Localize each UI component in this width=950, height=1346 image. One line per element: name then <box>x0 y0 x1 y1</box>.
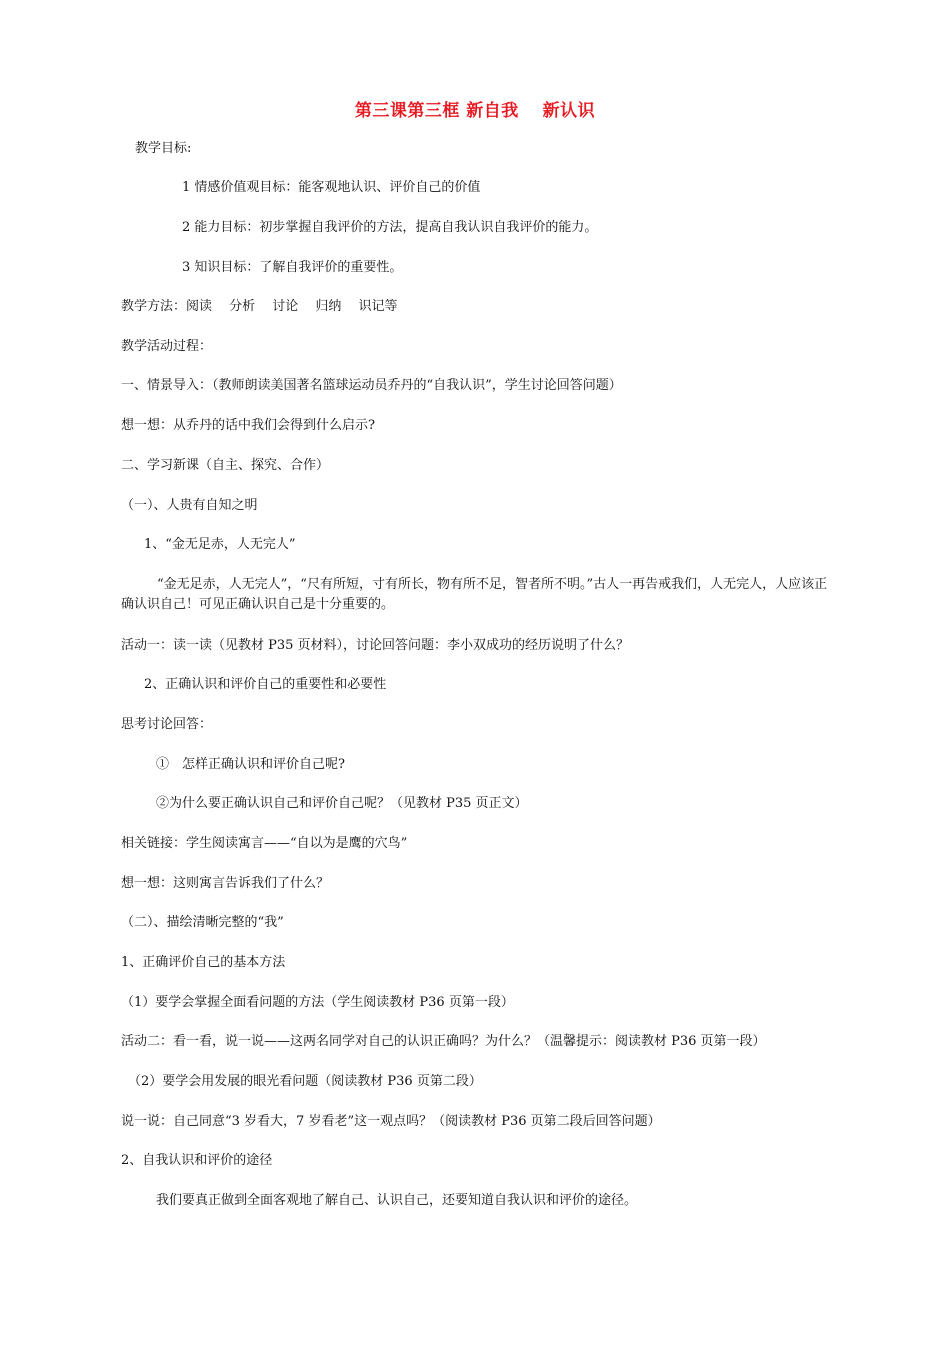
ways-heading: 2、自我认识和评价的途径 <box>121 1153 273 1168</box>
method-2: （2）要学会用发展的眼光看问题（阅读教材 P36 页第二段） <box>128 1074 482 1089</box>
objective-1: 1 情感价值观目标：能客观地认识、评价自己的价值 <box>182 180 481 195</box>
related-link: 相关链接：学生阅读寓言——“自以为是鹰的穴鸟” <box>121 836 408 851</box>
new-lesson-heading: 二、学习新课（自主、探究、合作） <box>121 458 330 473</box>
quote-paragraph: “金无足赤，人无完人”，“尺有所短，寸有所长，物有所不足，智者所不明。”古人一再告戒我们，人无完人，人应该正确认识自己！可见正确认识自己是十分重要的。 <box>121 577 828 612</box>
process-heading: 教学活动过程： <box>121 339 213 354</box>
teaching-methods: 教学方法：阅读 分析 讨论 归纳 识记等 <box>121 299 398 314</box>
method-heading: 1、正确评价自己的基本方法 <box>121 955 286 970</box>
method-1: （1）要学会掌握全面看问题的方法（学生阅读教材 P36 页第一段） <box>121 995 514 1010</box>
say-question-1: 说一说：自己同意“3 岁看大，7 岁看老”这一观点吗？（阅读教材 P36 页第二段后回答问题） <box>121 1114 661 1129</box>
activity-1: 活动一：读一读（见教材 P35 页材料），讨论回答问题：李小双成功的经历说明了什么？ <box>121 638 630 653</box>
question-2: ②为什么要正确认识自己和评价自己呢？（见教材 P35 页正文） <box>156 796 528 811</box>
activity-2: 活动二：看一看，说一说——这两名同学对自己的认识正确吗？为什么？（温馨提示：阅读教材 P36 页第一段） <box>121 1034 766 1049</box>
objectives-heading: 教学目标: <box>135 141 192 156</box>
ways-paragraph: 我们要真正做到全面客观地了解自己、认识自己，还要知道自我认识和评价的途径。 <box>156 1193 638 1208</box>
document-title: 第三课第三框 新自我 新认识 <box>354 101 596 121</box>
think-question-1: 想一想：从乔丹的话中我们会得到什么启示? <box>121 418 375 433</box>
intro-line: 一、情景导入：（教师朗读美国著名篮球运动员乔丹的“自我认识”，学生讨论回答问题） <box>121 378 622 393</box>
objective-3: 3 知识目标：了解自我评价的重要性。 <box>182 260 403 275</box>
section-2-heading: （二）、描绘清晰完整的“我” <box>121 915 284 930</box>
discuss-heading: 思考讨论回答： <box>121 717 213 732</box>
point-2: 2、正确认识和评价自己的重要性和必要性 <box>144 677 387 692</box>
question-1: ① 怎样正确认识和评价自己呢? <box>156 757 345 772</box>
point-1: 1、“金无足赤，人无完人” <box>144 537 296 552</box>
think-question-2: 想一想：这则寓言告诉我们了什么？ <box>121 876 330 891</box>
section-1-heading: （一）、人贵有自知之明 <box>121 498 258 513</box>
objective-2: 2 能力目标：初步掌握自我评价的方法，提高自我认识自我评价的能力。 <box>182 220 598 235</box>
